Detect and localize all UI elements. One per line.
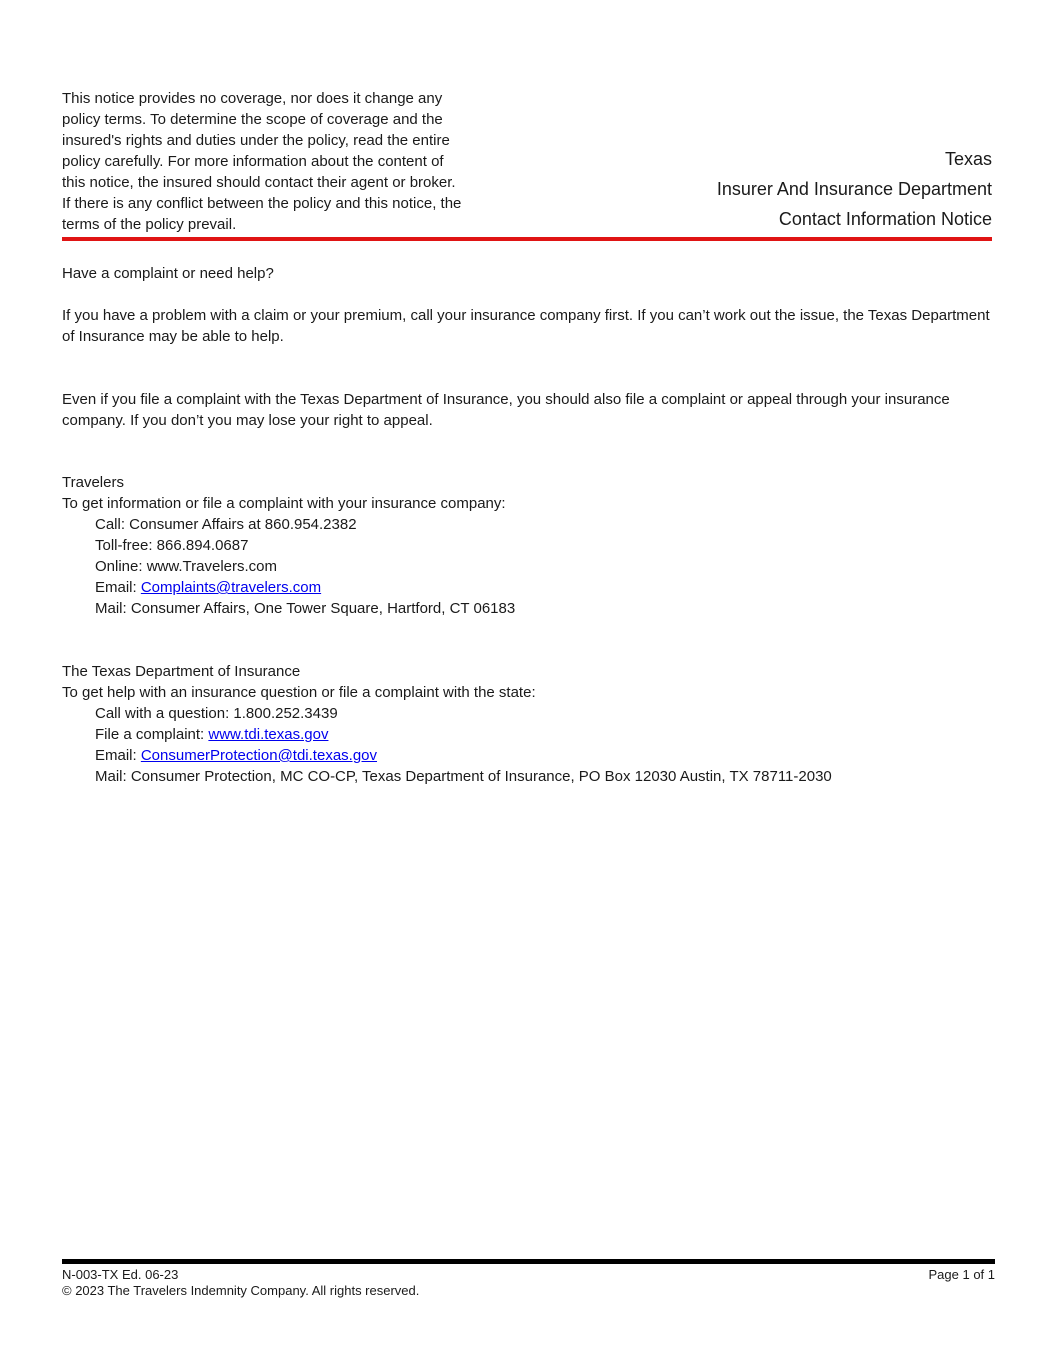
disclaimer-paragraph: This notice provides no coverage, nor does it change any policy terms. To determine the scope of coverage and the insured's rights and duties under the policy, read the entire policy carefully. For more information about the content of this notice, the insured should contact their agent or broker. If there is any conflict between the policy and this notice, the terms of the policy prevail. bbox=[62, 90, 462, 233]
travelers-mail-line: Mail: Consumer Affairs, One Tower Square, Hartford, CT 06183 bbox=[95, 600, 516, 617]
page-footer bbox=[62, 1259, 995, 1299]
copyright-notice: © 2023 The Travelers Indemnity Company. All rights reserved. bbox=[62, 1283, 420, 1298]
tdi-section-title: The Texas Department of Insurance bbox=[62, 663, 301, 680]
travelers-tollfree-line: Toll-free: 866.894.0687 bbox=[95, 537, 249, 554]
tdi-contact-section bbox=[62, 661, 992, 787]
travelers-section-title: Travelers bbox=[62, 474, 124, 491]
travelers-email-link[interactable]: Complaints@travelers.com bbox=[140, 579, 322, 596]
notice-title bbox=[717, 144, 992, 235]
footer-meta-row bbox=[62, 1267, 995, 1283]
complaint-instructions-paragraph: If you have a problem with a claim or your premium, call your insurance company first. If you can’t work out the issue, the Texas Department of Insurance may be able to help. bbox=[62, 307, 990, 345]
help-heading: Have a complaint or need help? bbox=[62, 265, 274, 282]
travelers-section-intro: To get information or file a complaint with your insurance company: bbox=[62, 495, 506, 512]
document-content bbox=[62, 0, 992, 787]
tdi-file-complaint-line bbox=[62, 724, 992, 745]
travelers-email-label: Email: bbox=[95, 579, 141, 596]
footer-divider bbox=[62, 1259, 995, 1264]
notice-header bbox=[62, 88, 992, 241]
tdi-call-line: Call with a question: 1.800.252.3439 bbox=[95, 705, 338, 722]
notice-title-state: Texas bbox=[944, 149, 992, 169]
travelers-call-line: Call: Consumer Affairs at 860.954.2382 bbox=[95, 516, 357, 533]
tdi-email-label: Email: bbox=[95, 747, 141, 764]
notice-title-line2: Insurer And Insurance Department bbox=[716, 179, 992, 199]
notice-title-line3: Contact Information Notice bbox=[778, 209, 992, 229]
tdi-email-line bbox=[62, 745, 992, 766]
tdi-section-intro: To get help with an insurance question or file a complaint with the state: bbox=[62, 684, 536, 701]
travelers-contact-section bbox=[62, 472, 992, 619]
tdi-file-complaint-label: File a complaint: bbox=[95, 726, 209, 743]
travelers-email-line bbox=[62, 577, 992, 598]
form-number: N-003-TX Ed. 06-23 bbox=[62, 1267, 179, 1282]
tdi-mail-line: Mail: Consumer Protection, MC CO-CP, Texas Department of Insurance, PO Box 12030 Austin, TX 78711-2030 bbox=[95, 768, 832, 785]
travelers-online-line: Online: www.Travelers.com bbox=[95, 558, 277, 575]
tdi-email-link[interactable]: ConsumerProtection@tdi.texas.gov bbox=[140, 747, 378, 764]
appeal-warning-paragraph: Even if you file a complaint with the Texas Department of Insurance, you should also file a complaint or appeal through your insurance company. If you don’t you may lose your right to appeal. bbox=[62, 391, 950, 429]
page-indicator: Page 1 of 1 bbox=[928, 1267, 995, 1282]
tdi-website-link[interactable]: www.tdi.texas.gov bbox=[208, 726, 329, 743]
